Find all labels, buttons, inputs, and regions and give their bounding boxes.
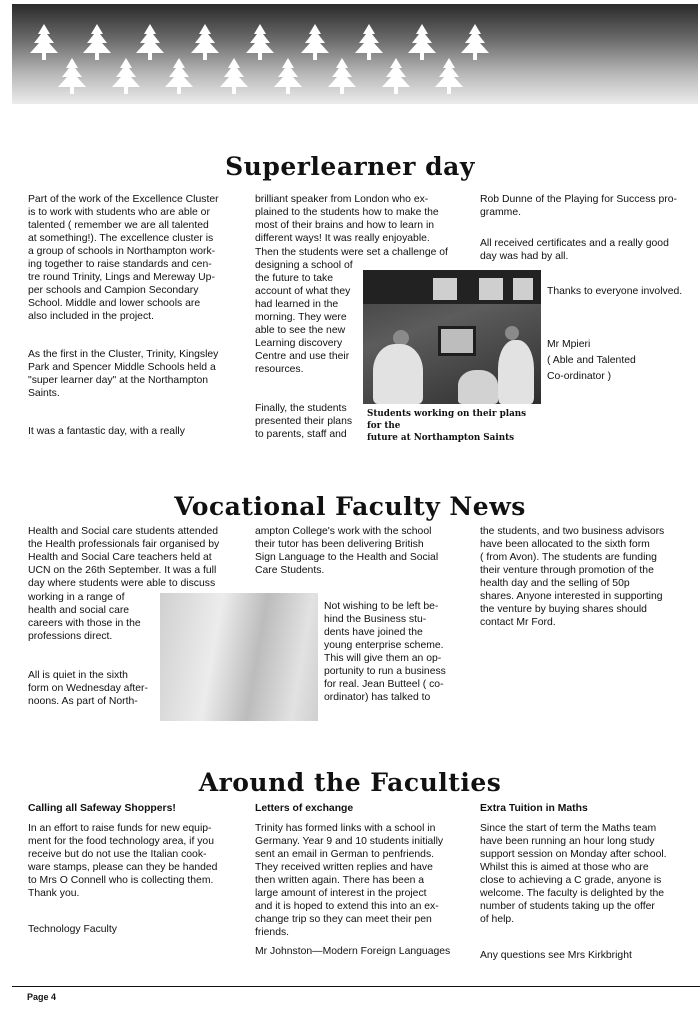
footer-rule xyxy=(12,986,700,987)
superlearner-col2-para3: Finally, the students presented their plans to parents, staff and xyxy=(255,403,353,440)
superlearner-col3-para2: All received certificates and a really good day was had by all. xyxy=(480,238,669,262)
superlearner-col3-para1: Rob Dunne of the Playing for Success pro- gramme. xyxy=(480,194,677,218)
christmas-tree-icon xyxy=(271,56,305,96)
christmas-tree-icon xyxy=(162,56,196,96)
vocational-col1-para1a: Health and Social care students attended the Health professionals fair organised by Health and Social Care teachers held at UCN on the 26th September. It was a full day where students were able to discuss xyxy=(28,526,220,589)
vocational-col3-para1: the students, and two business advisors have been allocated to the sixth form ( from Avon). The students are funding their venture through promotion of the health day and the selling of 50p shares. Anyone interested in supporting the venture by buying shares should contact Mr Ford. xyxy=(480,526,665,628)
vocational-col2-para1: ampton College's work with the school their tutor has been delivering British Sign Language to the Health and Social Care Students. xyxy=(255,526,439,576)
superlearner-col1-para2: As the first in the Cluster, Trinity, Kingsley Park and Spencer Middle Schools held a "super learner day" at the Northampton Saints. xyxy=(28,349,219,399)
faculties-heading: Around the Faculties xyxy=(198,768,502,797)
vocational-col1-para1b: working in a range of health and social care careers with those in the professions direct. xyxy=(28,592,141,642)
students-photo xyxy=(363,270,541,404)
letters-subheading: Letters of exchange xyxy=(255,803,354,814)
maths-subheading: Extra Tuition in Maths xyxy=(480,803,588,814)
christmas-banner xyxy=(12,4,698,104)
safeway-para1: In an effort to raise funds for new equip- ment for the food technology area, if you receive but do not use the Italian cook- ware stamps, please can they be handed to Mrs O Connell who is collecting them. Thank you. xyxy=(28,823,218,899)
christmas-tree-icon xyxy=(325,56,359,96)
superlearner-col2-para2b: designing a school of the future to take account of what they had learned in the morning. They were able to see the new Learning discovery Centre and use their resources. xyxy=(255,260,353,375)
superlearner-heading: Superlearner day xyxy=(225,152,475,181)
vocational-heading: Vocational Faculty News xyxy=(174,492,526,521)
superlearner-col3-signature: Mr Mpieri ( Able and Talented Co-ordinator ) xyxy=(547,339,636,382)
superlearner-col1-para1: Part of the work of the Excellence Cluster is to work with students who are able or talented ( remember we are all talented at something!). The excellence cluster is a group of schools in Northampton work- ing together to raise standards and cen- tre round Trinity, Lings and Mereway Up- per schools and Campion Secondary School. Middle and lower schools are also included in the project. xyxy=(28,194,219,322)
safeway-subheading: Calling all Safeway Shoppers! xyxy=(28,803,176,814)
letters-para1: Trinity has formed links with a school in Germany. Year 9 and 10 students initially sent an email in German to penfriends. They received written replies and have then written again. There has been a large amount of interest in the project and it is hoped to extend this into an ex- change trip so they can meet their pen friends. xyxy=(255,823,444,938)
decorative-gradient-box xyxy=(160,593,318,721)
christmas-tree-icon xyxy=(217,56,251,96)
vocational-col2-para2: Not wishing to be left be- hind the Business stu- dents have joined the young enterprise scheme. This will give them an op- portunity to run a business for real. Jean Butteel ( co- ordinator) has talked to xyxy=(324,601,446,703)
superlearner-col2-para2a: Then the students were set a challenge of xyxy=(255,247,448,258)
superlearner-col2-para1: brilliant speaker from London who ex- plained to the students how to make the most of their brains and how to learn in different ways! It was really enjoyable. xyxy=(255,194,439,244)
safeway-signature: Technology Faculty xyxy=(28,924,117,935)
photo-caption: Students working on their plans for the future at Northampton Saints xyxy=(367,409,527,443)
christmas-tree-icon xyxy=(109,56,143,96)
christmas-tree-icon xyxy=(432,56,466,96)
superlearner-col3-para3: Thanks to everyone involved. xyxy=(547,286,683,297)
maths-signature: Any questions see Mrs Kirkbright xyxy=(480,950,632,961)
maths-para1: Since the start of term the Maths team have been running an hour long study support session on Monday after school. Whilst this is aimed at those who are close to achieving a C grade, anyone is welcome. The faculty is delighted by the number of students taking up the offer of help. xyxy=(480,823,667,925)
page-number: Page 4 xyxy=(27,992,57,1002)
letters-signature: Mr Johnston—Modern Foreign Languages xyxy=(255,946,451,957)
vocational-col1-para2: All is quiet in the sixth form on Wednesday after- noons. As part of North- xyxy=(28,670,148,707)
christmas-tree-icon xyxy=(379,56,413,96)
christmas-tree-icon xyxy=(55,56,89,96)
superlearner-col1-para3: It was a fantastic day, with a really xyxy=(28,426,185,437)
